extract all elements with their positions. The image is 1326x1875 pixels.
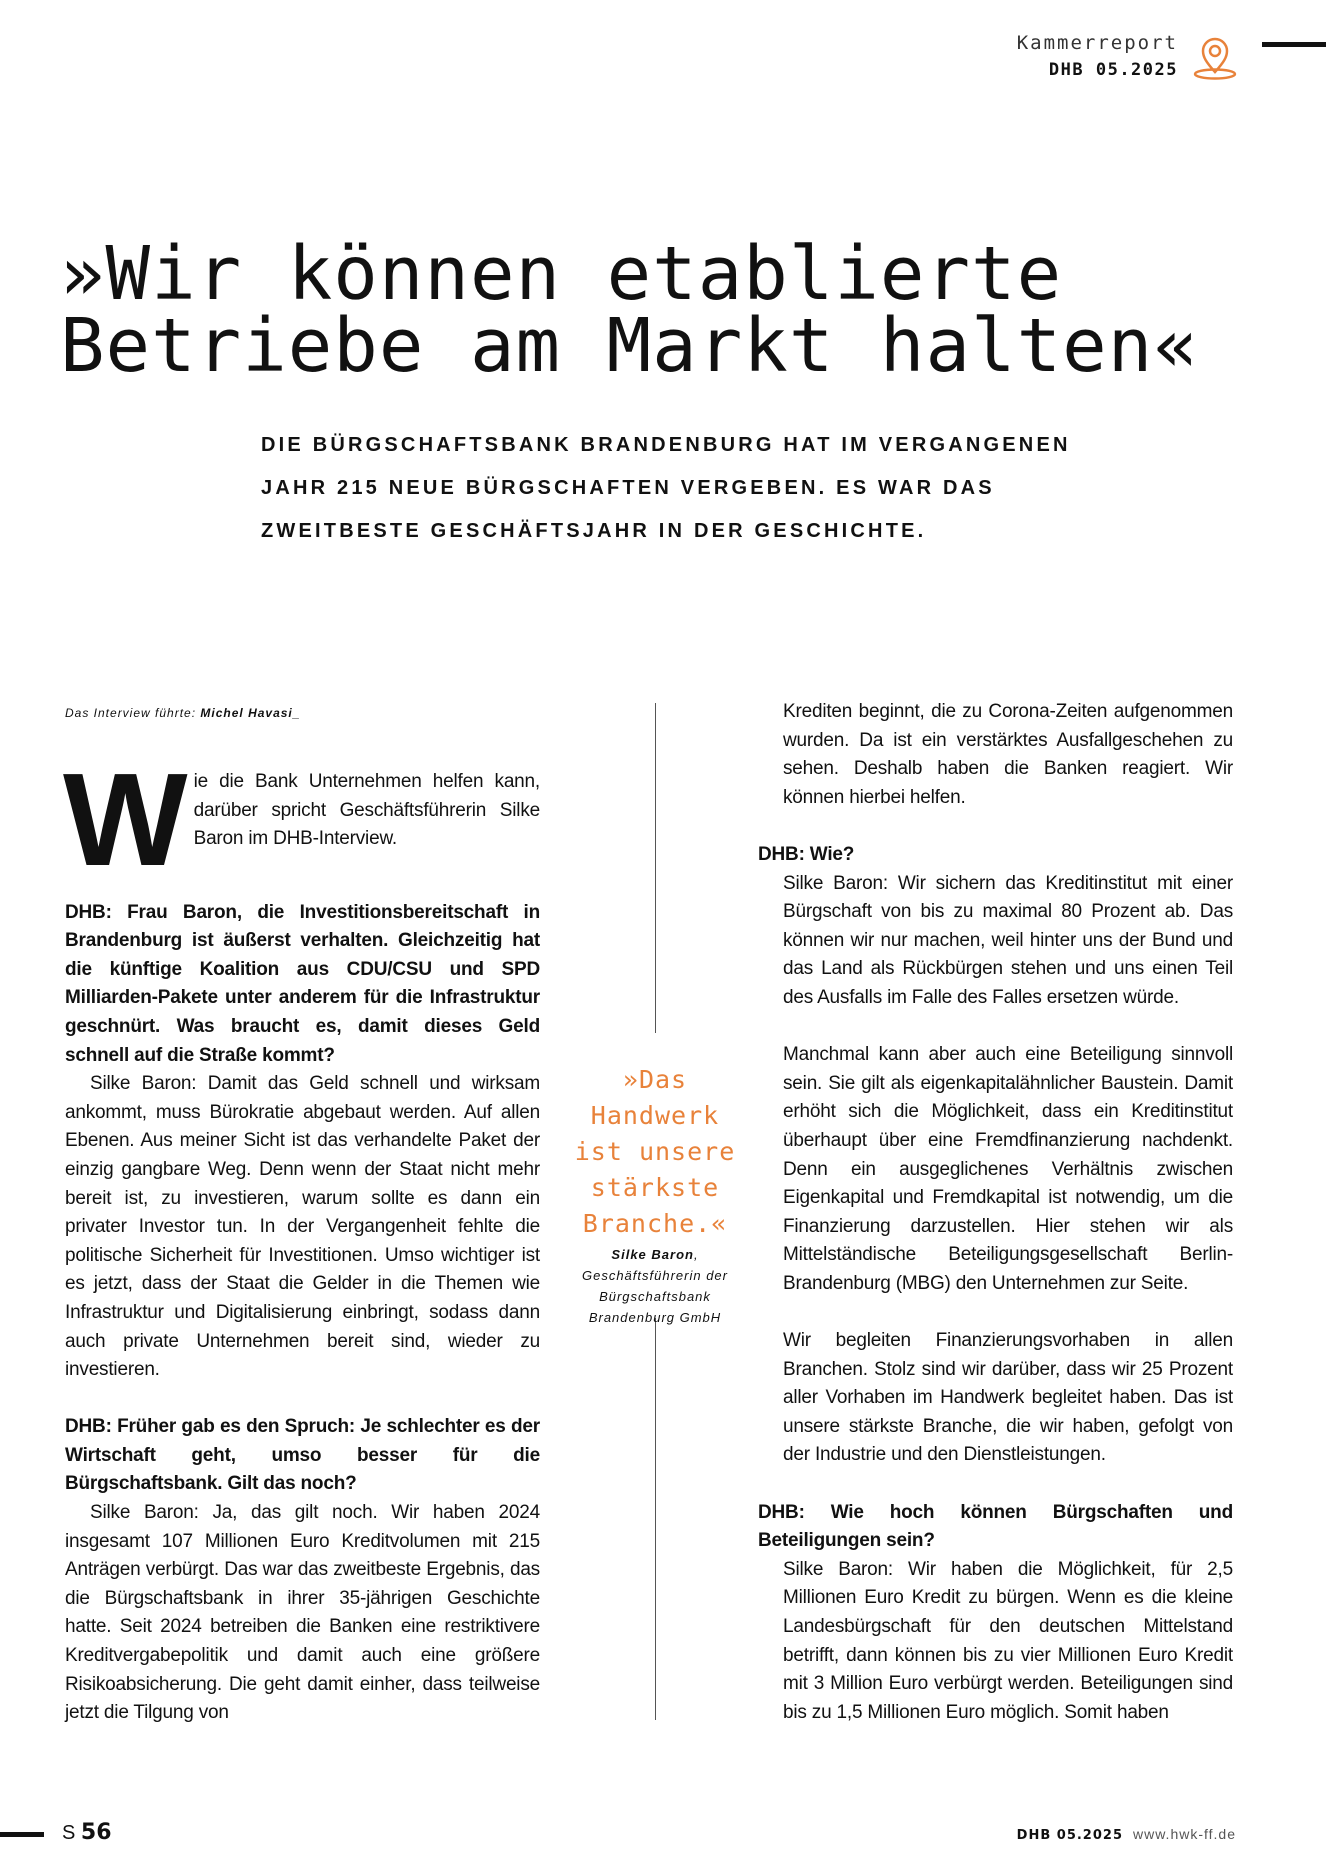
footer-right <box>1017 1826 1236 1843</box>
intro <box>63 746 540 893</box>
answer-continued: Krediten beginnt, die zu Corona-Zeiten aufgenommen wurden. Da ist ein verstärktes Ausfallgeschehen zu sehen. Deshalb haben die Banken reagiert. Wir können hierbei helfen. <box>783 701 1233 808</box>
answer: Silke Baron: Wir haben die Möglichkeit, für 2,5 Millionen Euro Kredit zu bürgen. Wenn es die kleine Landesbürgschaft für den deutschen Mittelstand betrifft, dann können bis zu vier Millionen Euro Kredit mit 3 Million Euro verbürgt werden. Beteiligungen sind bis zu 1,5 Millionen Euro möglich. Somit haben <box>783 1558 1233 1723</box>
question: DHB: Früher gab es den Spruch: Je schlechter es der Wirtschaft geht, umso besser für die Bürgschaftsbank. Gilt das noch? <box>65 1416 540 1495</box>
footer-rule <box>0 1832 44 1837</box>
column-divider <box>655 1318 656 1720</box>
byline <box>65 706 300 720</box>
page-prefix: S <box>62 1822 76 1844</box>
byline-author: Michel Havasi_ <box>200 706 301 720</box>
column-divider <box>655 703 656 1033</box>
quote-line: Branche.« <box>582 1209 728 1238</box>
left-column <box>63 746 540 1728</box>
footer-issue: DHB 05.2025 <box>1016 1828 1123 1843</box>
page-number-value: 56 <box>80 1820 112 1845</box>
quote-author: Silke Baron <box>611 1247 694 1262</box>
answer: Silke Baron: Damit das Geld schnell und wirksam ankommt, muss Bürokratie abgebaut werden. Auf allen Ebenen. Aus meiner Sicht ist das verhandelte Paket der einzig gangbare Weg. Denn wenn der Staat nicht mehr bereit ist, zu investieren, warum sollte es dann ein privater Investor tun. In der Vergangenheit fehlte die politische Sicherheit für Investitionen. Umso wichtiger ist es jetzt, dass der Staat die Gelder in die Themen wie Infrastruktur und Digitalisierung einbringt, sodass dann auch private Unternehmen bereit sind, wieder zu investieren. <box>65 1073 540 1381</box>
intro-text: ie die Bank Unternehmen helfen kann, darüber spricht Geschäftsführerin Silke Baron im DHB-Interview. <box>193 771 540 850</box>
quote-role: , Geschäftsführerin der Bürgschaftsbank Brandenburg GmbH <box>581 1247 728 1325</box>
question: DHB: Frau Baron, die Investitionsbereitschaft in Brandenburg ist äußerst verhalten. Gleichzeitig hat die künftige Koalition aus CDU/CSU und SPD Milliarden-Pakete unter anderem für die Infrastruktur geschnürt. Was braucht es, damit dieses Geld schnell auf die Straße kommt? <box>65 901 540 1066</box>
section-name: Kammerreport <box>1016 32 1178 54</box>
location-pin-icon <box>1190 36 1240 82</box>
quote-attribution <box>560 1244 750 1328</box>
page-number <box>62 1820 112 1845</box>
drop-cap: W <box>63 746 182 893</box>
issue-label: DHB 05.2025 <box>1048 60 1178 80</box>
answer: Silke Baron: Ja, das gilt noch. Wir haben 2024 insgesamt 107 Millionen Euro Kreditvolumen mit 215 Anträgen verbürgt. Das war das zweitbeste Ergebnis, das die Bürgschaftsbank in ihrer 35-jährigen Geschichte hatte. Seit 2024 betreiben die Banken eine restriktivere Kreditvergabepolitik und damit auch eine größere Risikoabsicherung. Die geht damit einher, dass teilweise jetzt die Tilgung von <box>65 1502 540 1724</box>
quote-line: ist unsere <box>574 1137 736 1166</box>
answer: Silke Baron: Wir sichern das Kreditinstitut mit einer Bürgschaft von bis zu maximal 80 Prozent ab. Das können wir nur machen, weil hinter uns der Bund und das Land als Rückbürgen stehen und uns einen Teil des Ausfalls im Falle des Falles ersetzen würde. <box>783 872 1233 1008</box>
byline-prefix: Das Interview führte: <box>65 706 201 720</box>
answer: Manchmal kann aber auch eine Beteiligung sinnvoll sein. Sie gilt als eigenkapitalähnlicher Baustein. Damit erhöht sich die Möglichkeit, dass ein Kreditinstitut überhaupt über eine Fremdfinanzierung nachdenkt. Denn ein ausgeglichenes Verhältnis zwischen Eigenkapital und Fremdkapital ist notwendig, um die Finanzierung darzustellen. Hier stehen wir als Mittelständische Beteiligungsgesellschaft Berlin-Brandenburg (MBG) den Unternehmen zur Seite. <box>783 1044 1233 1294</box>
quote-line: stärkste <box>590 1173 720 1202</box>
page-title <box>60 231 1199 389</box>
section-header <box>1017 32 1178 80</box>
question: DHB: Wie? <box>758 843 855 865</box>
title-line-1: »Wir können etablierte <box>60 231 1063 317</box>
question: DHB: Wie hoch können Bürgschaften und Beteiligungen sein? <box>758 1501 1233 1552</box>
lead-paragraph: DIE BÜRGSCHAFTSBANK BRANDENBURG HAT IM VERGANGENEN JAHR 215 NEUE BÜRGSCHAFTEN VERGEBEN. ES WAR DAS ZWEITBESTE GESCHÄFTSJAHR IN DER GESCHICHTE. <box>261 434 1071 542</box>
title-line-2: Betriebe am Markt halten« <box>60 303 1199 389</box>
pull-quote <box>560 1062 750 1242</box>
quote-line: Handwerk <box>590 1101 720 1130</box>
footer-url[interactable]: www.hwk-ff.de <box>1133 1826 1236 1842</box>
header-rule <box>1262 42 1326 47</box>
answer: Wir begleiten Finanzierungsvorhaben in allen Branchen. Stolz sind wir darüber, dass wir 25 Prozent aller Vorhaben im Handwerk begleitet haben. Das ist unsere stärkste Branche, die wir haben, gefolgt von der Industrie und den Dienstleistungen. <box>783 1330 1233 1466</box>
right-column <box>758 698 1233 1727</box>
quote-line: »Das <box>622 1065 688 1094</box>
